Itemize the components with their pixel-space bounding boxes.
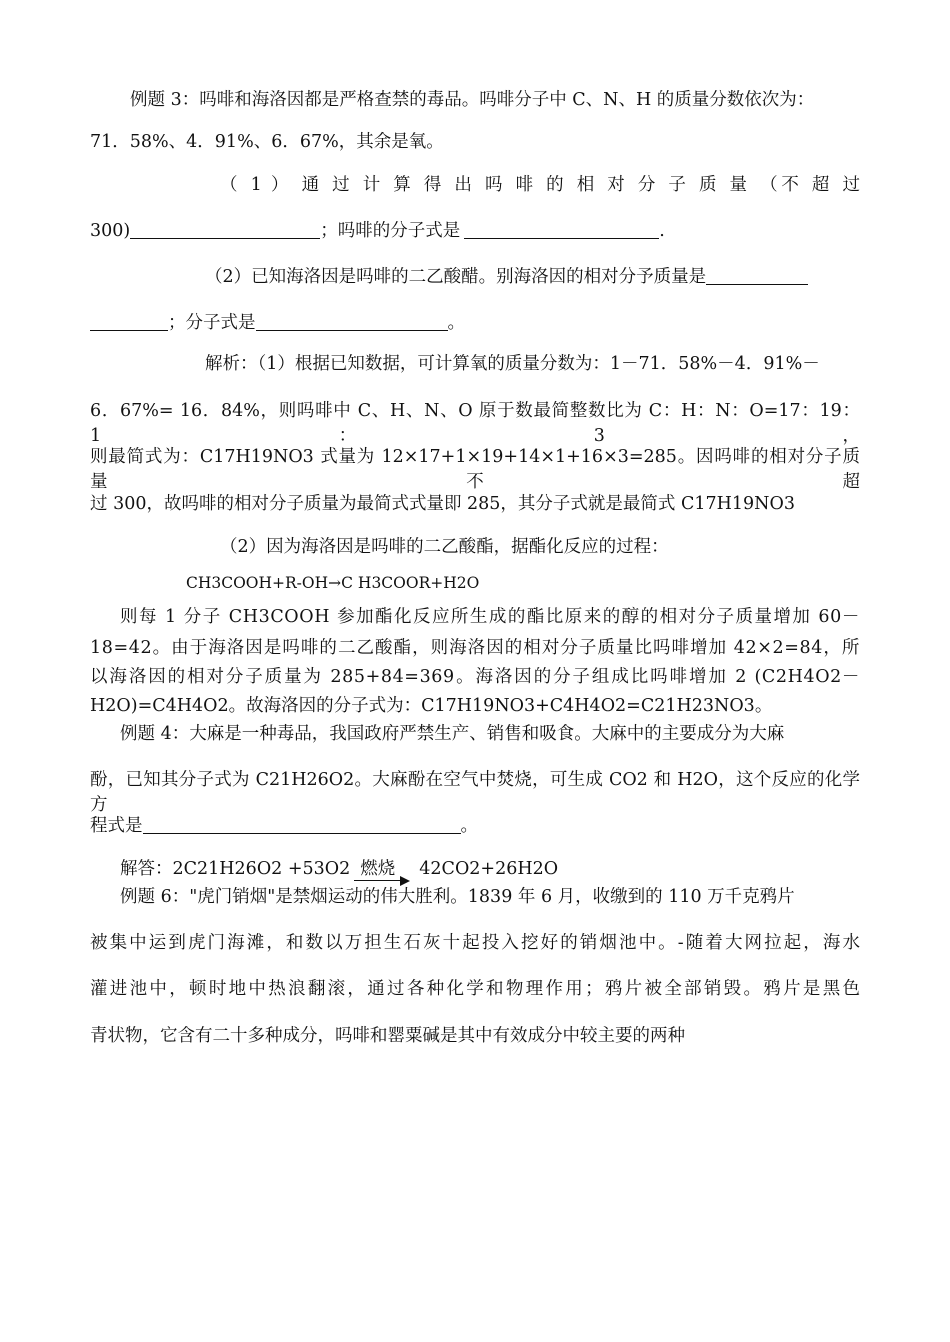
explanation-line-2: 18=42。由于海洛因是吗啡的二乙酸酯，则海洛因的相对分子质量比吗啡增加 42×2=84，所 xyxy=(90,638,860,658)
answer-blank-heroin-formula[interactable] xyxy=(256,312,448,331)
example-6-line-4: 青状物，它含有二十多种成分，吗啡和罂粟碱是其中有效成分中较主要的两种 xyxy=(90,1026,685,1046)
analysis-line-4: 过 300，故吗啡的相对分子质量为最简式式量即 285，其分子式就是最简式 C17H19NO3 xyxy=(90,494,795,514)
answer-blank-molar-mass[interactable] xyxy=(130,220,320,239)
question-1-line: （ 1 ） 通 过 计 算 得 出 吗 啡 的 相 对 分 子 质 量 （不 超 过 xyxy=(220,175,860,195)
explanation-line-1: 则每 1 分子 CH3COOH 参加酯化反应所生成的酯比原来的醇的相对分子质量增加 60－ xyxy=(120,607,860,627)
reaction-condition xyxy=(354,855,401,881)
example-3-statement: 例题 3：吗啡和海洛因都是严格查禁的毒品。吗啡分子中 C、N、H 的质量分数依次为： xyxy=(130,90,815,110)
analysis-line-5: （2）因为海洛因是吗啡的二乙酸酯，据酯化反应的过程： xyxy=(220,537,669,557)
analysis-line-2: 6．67%= 16．84%，则吗啡中 C、H、N、O 原于数最简整数比为 C：H：N：O=17：19：1：3， xyxy=(90,401,860,446)
analysis-line-1: 解析：（1）根据已知数据，可计算氧的质量分数为：1－71．58%－4．91%－ xyxy=(205,354,820,374)
explanation-line-3: 以海洛因的相对分子质量为 285+84=369。海洛因的分子组成比吗啡增加 2 (C2H4O2－ xyxy=(90,667,860,687)
example-4-answer xyxy=(120,855,558,881)
answer-blank-equation[interactable] xyxy=(143,815,461,834)
question-2-blanks xyxy=(90,309,465,334)
question-1-prefix: 300) xyxy=(90,221,131,241)
answer-blank-heroin-mass-cont[interactable] xyxy=(90,312,168,331)
example-4-prefix: 程式是 xyxy=(90,816,143,836)
example-3-percentages: 71．58%、4．91%、6．67%，其余是氧。 xyxy=(90,132,444,152)
question-2-text: （2）已知海洛因是吗啡的二乙酸醋。别海洛因的相对分予质量是 xyxy=(205,267,707,287)
example-6-line-2: 被集中运到虎门海滩，和数以万担生石灰十起投入挖好的销烟池中。-随着大网拉起，海水 xyxy=(90,933,860,953)
example-4-end: 。 xyxy=(460,816,478,836)
question-1-blanks xyxy=(90,217,665,242)
answer-products: 42CO2+26H2O xyxy=(419,859,559,879)
answer-blank-formula[interactable] xyxy=(464,220,659,239)
example-6-statement: 例题 6："虎门销烟"是禁烟运动的伟大胜利。1839 年 6 月，收缴到的 110 万千克鸦片 xyxy=(120,887,795,907)
example-4-formula-line: 酚，已知其分子式为 C21H26O2。大麻酚在空气中焚烧，可生成 CO2 和 H2O，这个反应的化学方 xyxy=(90,770,860,815)
question-2-line xyxy=(205,263,808,288)
question-1-mid: ；吗啡的分子式是 xyxy=(320,221,461,241)
example-4-question xyxy=(90,812,478,837)
esterification-equation: CH3COOH+R-OH→C H3COOR+H2O xyxy=(186,574,480,592)
reaction-condition-label: 燃烧 xyxy=(360,859,396,879)
analysis-line-3: 则最简式为：C17H19NO3 式量为 12×17+1×19+14×1+16×3=285。因吗啡的相对分子质量不超 xyxy=(90,447,860,492)
explanation-line-4: H2O)=C4H4O2。故海洛因的分子式为：C17H19NO3+C4H4O2=C21H23NO3。 xyxy=(90,696,773,716)
example-6-line-3: 灌进池中，顿时地中热浪翻滚，通过各种化学和物理作用；鸦片被全部销毁。鸦片是黑色 xyxy=(90,979,860,999)
answer-blank-heroin-mass[interactable] xyxy=(706,266,808,285)
question-1-end: . xyxy=(659,221,665,241)
question-2-end: 。 xyxy=(447,313,465,333)
answer-reactants: 解答：2C21H26O2 +53O2 xyxy=(120,859,351,879)
example-4-statement: 例题 4：大麻是一种毒品，我国政府严禁生产、销售和吸食。大麻中的主要成分为大麻 xyxy=(120,724,785,744)
question-2-mid: ；分子式是 xyxy=(168,313,256,333)
